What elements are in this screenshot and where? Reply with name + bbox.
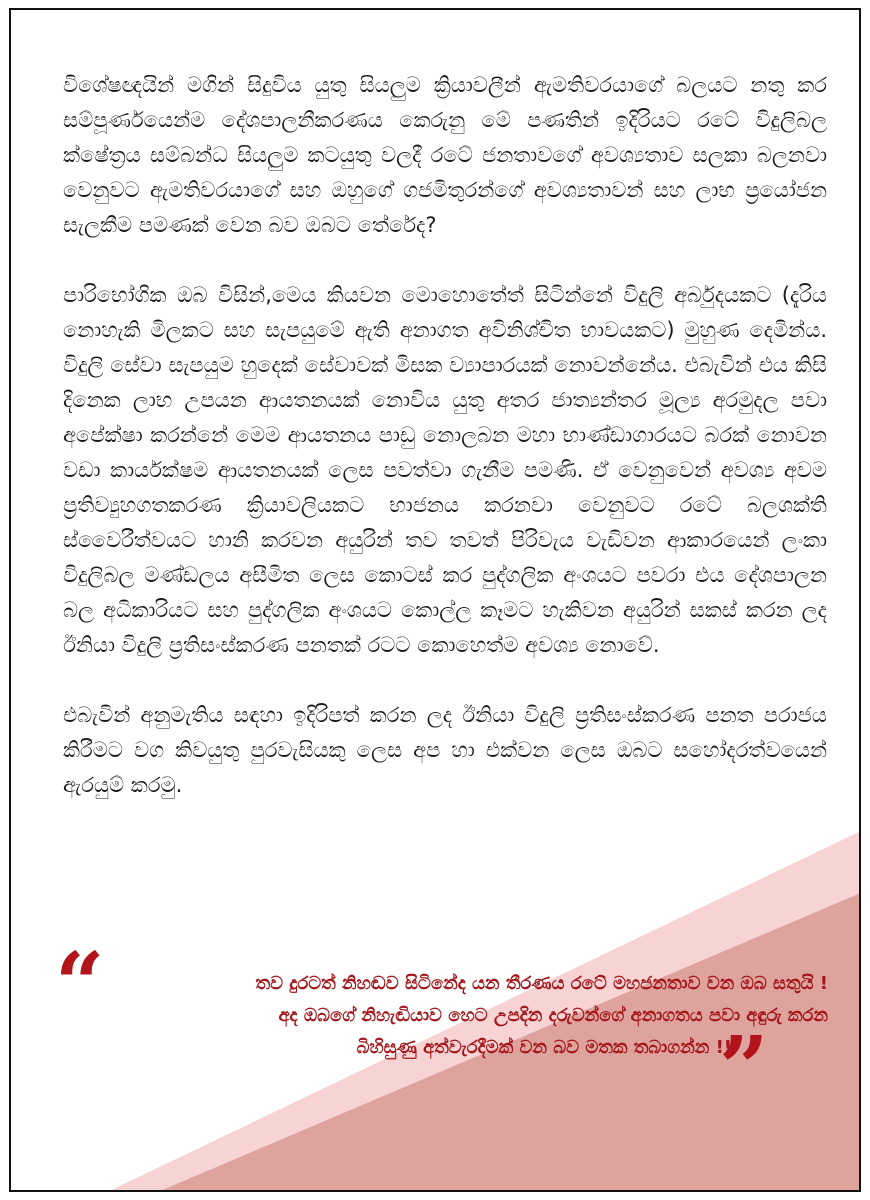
paragraph-2: පාරිභෝගික ඔබ විසින්,මෙය කියවන මොහොතේත් සිටින්නේ විදුලි අර්බුදයකට (දැරිය නොහැකි මිලකට සහ සැපයුමේ ඇති අනාගත අවිනිශ්චිත භාවයකට) මුහුණ දෙමින්ය. විදුලි සේවා සැපයුම හුදෙක් සේවාවක් මිසක ව්‍යාපාරයක් නොවන්නේය. එබැවින් එය කිසි දිනෙක ලාභ උපයන ආයතනයක් නොවිය යුතු අතර ජාත්‍යන්තර මූල්‍ය අරමුදල පවා අපේක්ෂා කරන්නේ මෙම ආයතනය පාඩු නොලබන මහා භාණ්ඩාගාරයට බරක් නොවන වඩා කාර්යක්ෂම ආයතනයක් ලෙස පවත්වා ගැනීම පමණි. ඒ වෙනුවෙන් අවශ්‍ය අවම ප්‍රතිව්‍යුහගතකරණ ක්‍රියාවලියකට භාජනය කරනවා වෙනුවට රටේ බලශක්ති ස්වෛරීත්වයට හානි කරවන අයුරින් තව තවත් පිරිවැය වැඩිවන ආකාරයෙන් ලංකා විදුලිබල මණ්ඩලය අසීමිත ලෙස කොටස් කර පුද්ගලික අංශයට පවරා එය දේශපාලන බල අධිකාරියට සහ පුද්ගලික අංශයට කොල්ල කෑමට හැකිවන අයුරින් සකස් කරන ලද ඊනියා විදුලි ප්‍රතිසංස්කරණ පනතක් රටට කොහෙත්ම අවශ්‍ය නොවේ. (63, 283, 827, 657)
page-frame (9, 8, 861, 1192)
paragraph-3: එබැවින් අනුමැතිය සඳහා ඉදිරිපත් කරන ලද ඊනියා විදුලි ප්‍රතිසංස්කරණ පනත පරාජය කිරීමට වග කිවයුතු පුරවැසියකු ලෙස අප හා එක්වන ලෙස ඔබට සහෝදරත්වයෙන් ඇරයුම් කරමු. (63, 703, 827, 797)
close-quote-icon: ” (719, 1018, 769, 1119)
pull-quote (53, 934, 833, 1119)
quote-line-3: බිහිසුණු අත්වැරදීමක් වන බව මතක තබාගන්න !! (356, 1037, 732, 1058)
paragraph-1: විශේෂඥයින් මගින් සිදුවිය යුතු සියලුම ක්‍රියාවලීන් ඇමතිවරයාගේ බලයට නතු කර සම්පූර්ණයෙන්ම දේශපාලනීකරණය කෙරුනු මේ පණතින් ඉදිරියට රටේ විදුලිබල ක්ෂේත්‍රය සම්බන්ධ සියලුම කටයුතු වලදී රටේ ජනතාවගේ අවශ්‍යතාව සලකා බලනවා වෙනුවට ඇමතිවරයාගේ සහ ඔහුගේ ගජමිතුරන්ගේ අවශ්‍යතාවන් සහ ලාභ ප්‍රයෝජන සැලකීම පමණක් වෙන බව ඔබට තේරේද? (63, 73, 827, 237)
quote-text (93, 968, 828, 1064)
quote-line-1: තව දුරටත් නිහඬව සිටිනේද යන තීරණය රටේ මහජනතාව වන ඔබ සතුයි ! (255, 973, 828, 994)
quote-line-2: අද ඔබගේ නිහැඬියාව හෙට උපදින දරුවන්ගේ අනාගතය පවා අඳුරු කරන (278, 1005, 828, 1026)
open-quote-icon: “ (55, 934, 105, 1035)
body-text (63, 68, 827, 838)
